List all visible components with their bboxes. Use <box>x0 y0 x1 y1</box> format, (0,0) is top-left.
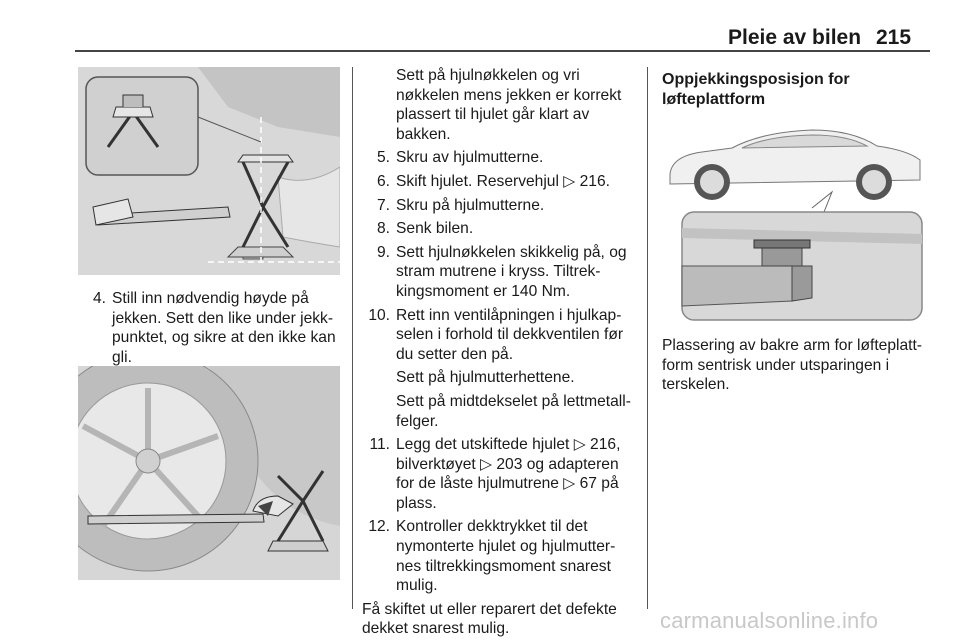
step-10-extra <box>362 368 638 388</box>
jack-with-wrench-illustration <box>78 366 340 580</box>
line: Skift hjulet. Reservehjul ▷ 216. <box>396 172 610 190</box>
line: Få skiftet ut eller reparert det defekte <box>362 600 617 618</box>
line: nøkkelen mens jekken er korrekt <box>396 86 622 104</box>
step-4 <box>78 289 340 367</box>
line: løfteplattform <box>662 90 766 108</box>
list-item <box>362 306 638 365</box>
header-rule <box>75 50 930 52</box>
step-number: 4. <box>92 290 106 307</box>
step-number: 11. <box>369 436 390 454</box>
step-number: 12. <box>368 518 390 536</box>
line: Kontroller dekktrykket til det <box>396 518 588 536</box>
line: bakken. <box>396 125 451 143</box>
column-divider-right <box>647 67 648 609</box>
line: Senk bilen. <box>396 220 474 238</box>
line: punktet, og sikre at den ikke kan <box>112 329 336 347</box>
page-header-title: Pleie av bilen <box>728 26 862 49</box>
list-item <box>362 243 638 302</box>
line: gli. <box>112 348 132 366</box>
line: form sentrisk under utsparingen i <box>662 356 890 374</box>
line: Plassering av bakre arm for løfteplatt- <box>662 337 922 354</box>
line: Skru på hjulmutterne. <box>396 196 545 214</box>
step-number: 7. <box>376 196 390 214</box>
line: dekket snarest mulig. <box>362 620 510 638</box>
line: selen i forhold til dekkventilen før <box>396 326 624 344</box>
line: Sett hjulnøkkelen skikkelig på, og <box>396 243 627 261</box>
line: Sett på hjulnøkkelen og vri <box>396 67 580 84</box>
line: Sett på midtdekselet på lettmetall- <box>396 392 631 410</box>
list-item <box>362 517 638 595</box>
line: bilverktøyet ▷ 203 og adapteren <box>396 455 619 473</box>
line: Rett inn ventilåpningen i hjulkap- <box>396 306 622 324</box>
line: Sett på hjulmutterhettene. <box>396 369 575 387</box>
closing-paragraph <box>362 600 638 639</box>
lift-platform-illustration <box>662 116 924 324</box>
line: plass. <box>396 494 437 512</box>
step-4-continued <box>362 66 638 144</box>
line: Skru av hjulmutterne. <box>396 149 544 167</box>
step-number: 6. <box>376 172 390 190</box>
line: nes tiltrekkingsmoment snarest <box>396 557 611 575</box>
jack-position-illustration <box>78 67 340 275</box>
step-10-extra <box>362 392 638 431</box>
line: Still inn nødvendig høyde på <box>112 290 309 307</box>
step-number: 8. <box>376 220 390 238</box>
page-number: 215 <box>876 26 912 49</box>
line: terskelen. <box>662 376 730 394</box>
line: Oppjekkingsposisjon for <box>662 71 850 88</box>
instructions-column <box>362 66 638 643</box>
line: kingsmoment er 140 Nm. <box>396 282 571 300</box>
line: nymonterte hjulet og hjulmutter- <box>396 538 616 556</box>
line: mulig. <box>396 577 438 595</box>
step-number: 5. <box>376 149 390 167</box>
line: jekken. Sett den like under jekk- <box>112 309 334 327</box>
line: for de låste hjulmutrene ▷ 67 på <box>396 475 619 493</box>
line: du setter den på. <box>396 345 514 363</box>
watermark: carmanualsonline.info <box>660 608 879 633</box>
figure-caption <box>662 336 934 395</box>
list-item <box>362 196 638 216</box>
list-item <box>362 148 638 168</box>
column-divider-left <box>352 67 353 609</box>
list-item <box>362 219 638 239</box>
list-item <box>362 172 638 192</box>
list-item <box>362 435 638 513</box>
list-item <box>78 289 340 367</box>
step-number: 9. <box>376 243 390 261</box>
line: plassert til hjulet går klart av <box>396 106 590 124</box>
line: felger. <box>396 412 439 430</box>
section-heading <box>662 70 922 109</box>
line: stram mutrene i kryss. Tiltrek- <box>396 263 601 281</box>
step-number: 10. <box>368 306 390 324</box>
line: Legg det utskiftede hjulet ▷ 216, <box>396 436 621 454</box>
